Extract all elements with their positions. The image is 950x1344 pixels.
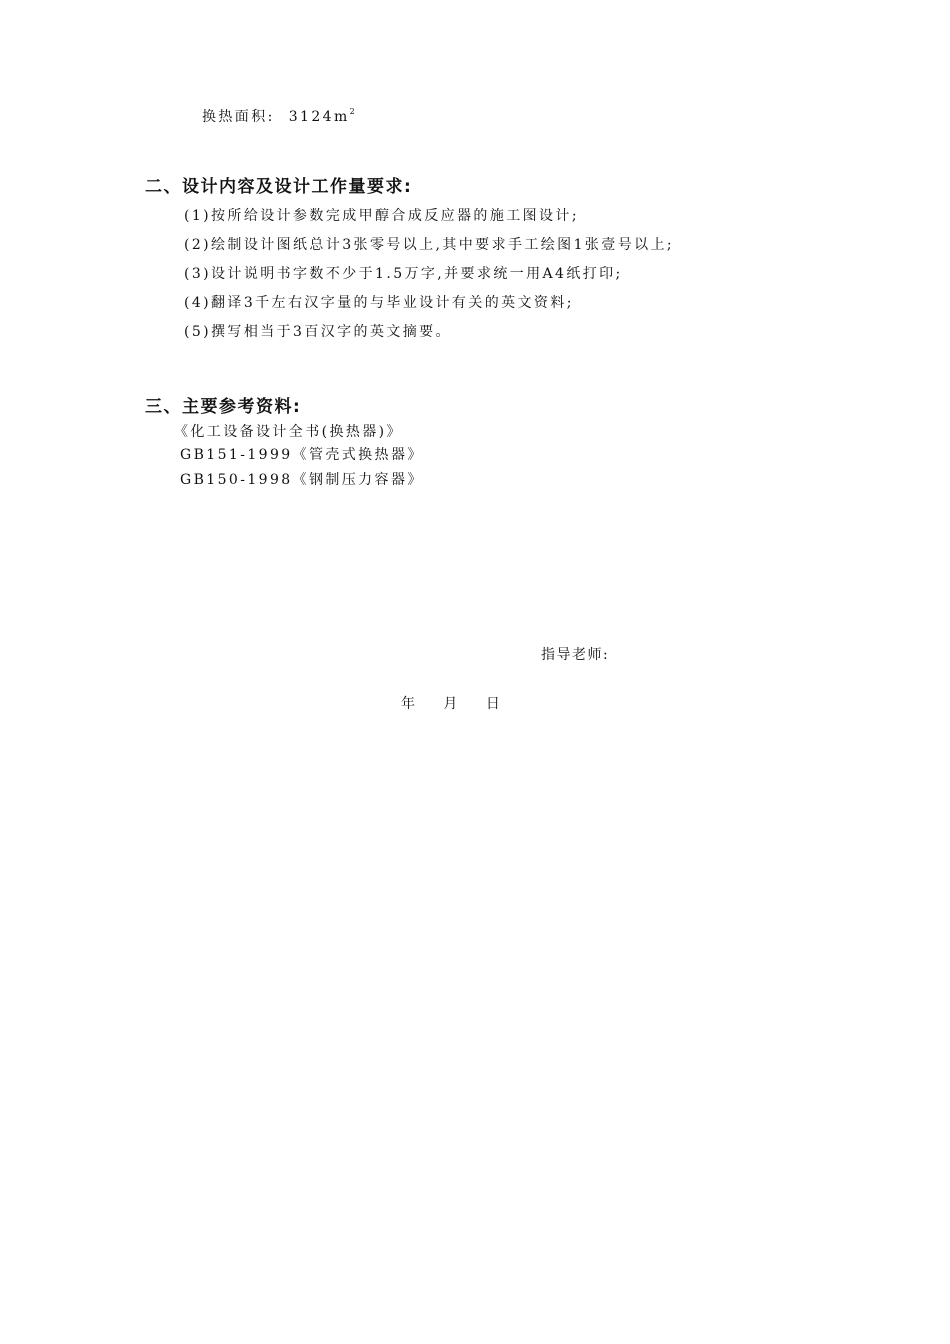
section3-heading: 三、主要参考资料: — [145, 397, 302, 417]
date-year: 年 — [401, 696, 418, 712]
heat-exchange-area-line — [202, 103, 355, 126]
requirement-item: (4)翻译3千左右汉字量的与毕业设计有关的英文资料; — [184, 295, 574, 311]
section2-heading: 二、设计内容及设计工作量要求: — [145, 177, 413, 197]
date-month: 月 — [443, 696, 460, 712]
date-day: 日 — [485, 696, 503, 712]
area-label: 换热面积: — [202, 109, 275, 125]
requirement-item: (5)撰写相当于3百汉字的英文摘要。 — [184, 324, 452, 340]
requirement-item: (1)按所给设计参数完成甲醇合成反应器的施工图设计; — [184, 208, 579, 224]
reference-item: GB150-1998《钢制压力容器》 — [180, 472, 424, 488]
area-unit-superscript: 2 — [349, 107, 355, 116]
advisor-signature-label: 指导老师: — [541, 647, 610, 663]
reference-item: GB151-1999《管壳式换热器》 — [180, 447, 424, 463]
area-value: 3124m — [288, 109, 350, 125]
requirement-item: (2)绘制设计图纸总计3张零号以上,其中要求手工绘图1张壹号以上; — [184, 237, 675, 253]
signature-date — [401, 695, 502, 713]
reference-item: 《化工设备设计全书(换热器)》 — [174, 424, 403, 440]
requirement-item: (3)设计说明书字数不少于1.5万字,并要求统一用A4纸打印; — [184, 266, 623, 282]
